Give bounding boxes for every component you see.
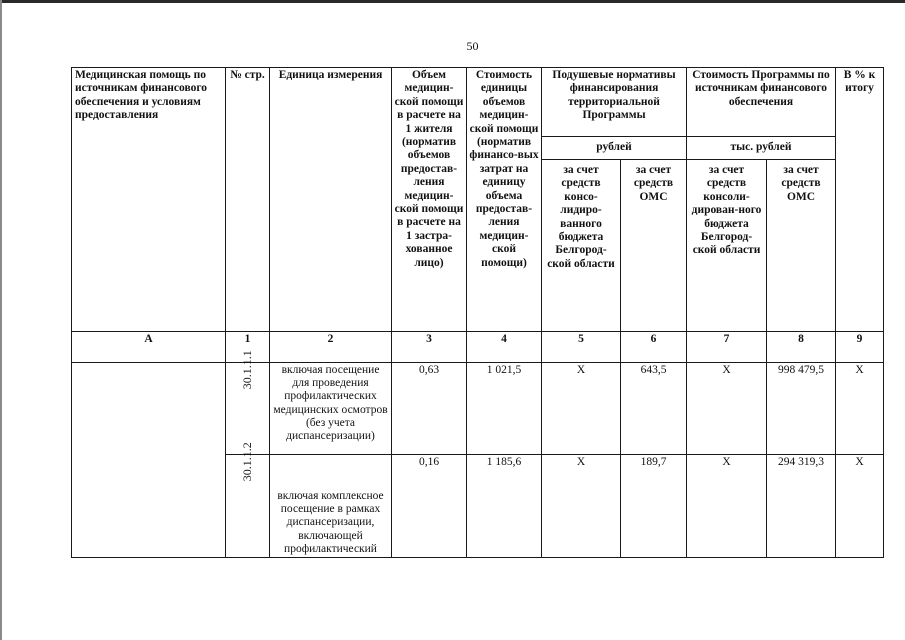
header-budget-normative: за счет средств консо-лидиро-ванного бюджета Белгород-ской области <box>542 160 621 332</box>
column-index-9: 9 <box>836 332 884 363</box>
column-index-6: 6 <box>621 332 687 363</box>
header-program-cost: Стоимость Программы по источникам финансового обеспечения <box>687 68 836 137</box>
row-unit-cost: 1 185,6 <box>467 455 542 558</box>
header-unit-thousand-rubles: тыс. рублей <box>687 137 836 160</box>
header-oms-cost: за счет средств ОМС <box>767 160 836 332</box>
header-volume-per-resident: Объем медицин-ской помощи в расчете на 1 жителя (норматив объемов предостав-ления медицин-ской помощи в расчете на 1 застра-хованное лицо) <box>392 68 467 332</box>
row-oms-cost: 294 319,3 <box>767 455 836 558</box>
row-code: 30.1.1.1 <box>239 350 254 390</box>
row-budget-normative: Х <box>542 363 621 455</box>
column-index-7: 7 <box>687 332 767 363</box>
column-index-row <box>72 332 884 363</box>
header-unit-cost: Стоимость единицы объемов медицин-ской помощи (норматив финансо-вых затрат на единицу объема предостав-ления медицин-ской помощи) <box>467 68 542 332</box>
column-index-a: А <box>72 332 226 363</box>
row-unit-cost: 1 021,5 <box>467 363 542 455</box>
row-budget-cost: Х <box>687 455 767 558</box>
row-percent: Х <box>836 363 884 455</box>
row-budget-cost: Х <box>687 363 767 455</box>
header-medical-care-sources: Медицинская помощь по источникам финансового обеспечения и условиям предоставления <box>72 68 226 332</box>
column-index-1: 1 <box>226 332 270 363</box>
header-unit-of-measure: Единица измерения <box>270 68 392 332</box>
scan-edge-left <box>0 0 2 640</box>
row-unit: включая комплексное посещение в рамках диспансеризации, включающей профилактический <box>270 455 392 558</box>
header-unit-rubles: рублей <box>542 137 687 160</box>
row-volume: 0,16 <box>392 455 467 558</box>
page-number: 50 <box>466 39 479 53</box>
header-line-number: № стр. <box>226 68 270 332</box>
row-oms-normative: 643,5 <box>621 363 687 455</box>
row-code-cell <box>226 442 270 558</box>
column-index-5: 5 <box>542 332 621 363</box>
scan-edge-top <box>0 0 905 3</box>
row-category-cell <box>72 363 226 558</box>
header-per-capita-normatives: Подушевые нормативы финансирования территориальной Программы <box>542 68 687 137</box>
column-index-3: 3 <box>392 332 467 363</box>
row-volume: 0,63 <box>392 363 467 455</box>
row-code-cell <box>226 350 270 455</box>
row-oms-normative: 189,7 <box>621 455 687 558</box>
row-budget-normative: Х <box>542 455 621 558</box>
header-oms-normative: за счет средств ОМС <box>621 160 687 332</box>
row-oms-cost: 998 479,5 <box>767 363 836 455</box>
table-row <box>72 363 884 455</box>
row-code: 30.1.1.2 <box>239 442 254 482</box>
row-unit: включая посещение для проведения профилактических медицинских осмотров (без учета диспансеризации) <box>270 363 392 455</box>
header-row-1 <box>72 68 884 137</box>
column-index-2: 2 <box>270 332 392 363</box>
column-index-8: 8 <box>767 332 836 363</box>
program-cost-table <box>71 67 884 558</box>
header-percent-of-total: В % к итогу <box>836 68 884 332</box>
column-index-4: 4 <box>467 332 542 363</box>
row-percent: Х <box>836 455 884 558</box>
header-budget-cost: за счет средств консоли-дирован-ного бюджета Белгород-ской области <box>687 160 767 332</box>
